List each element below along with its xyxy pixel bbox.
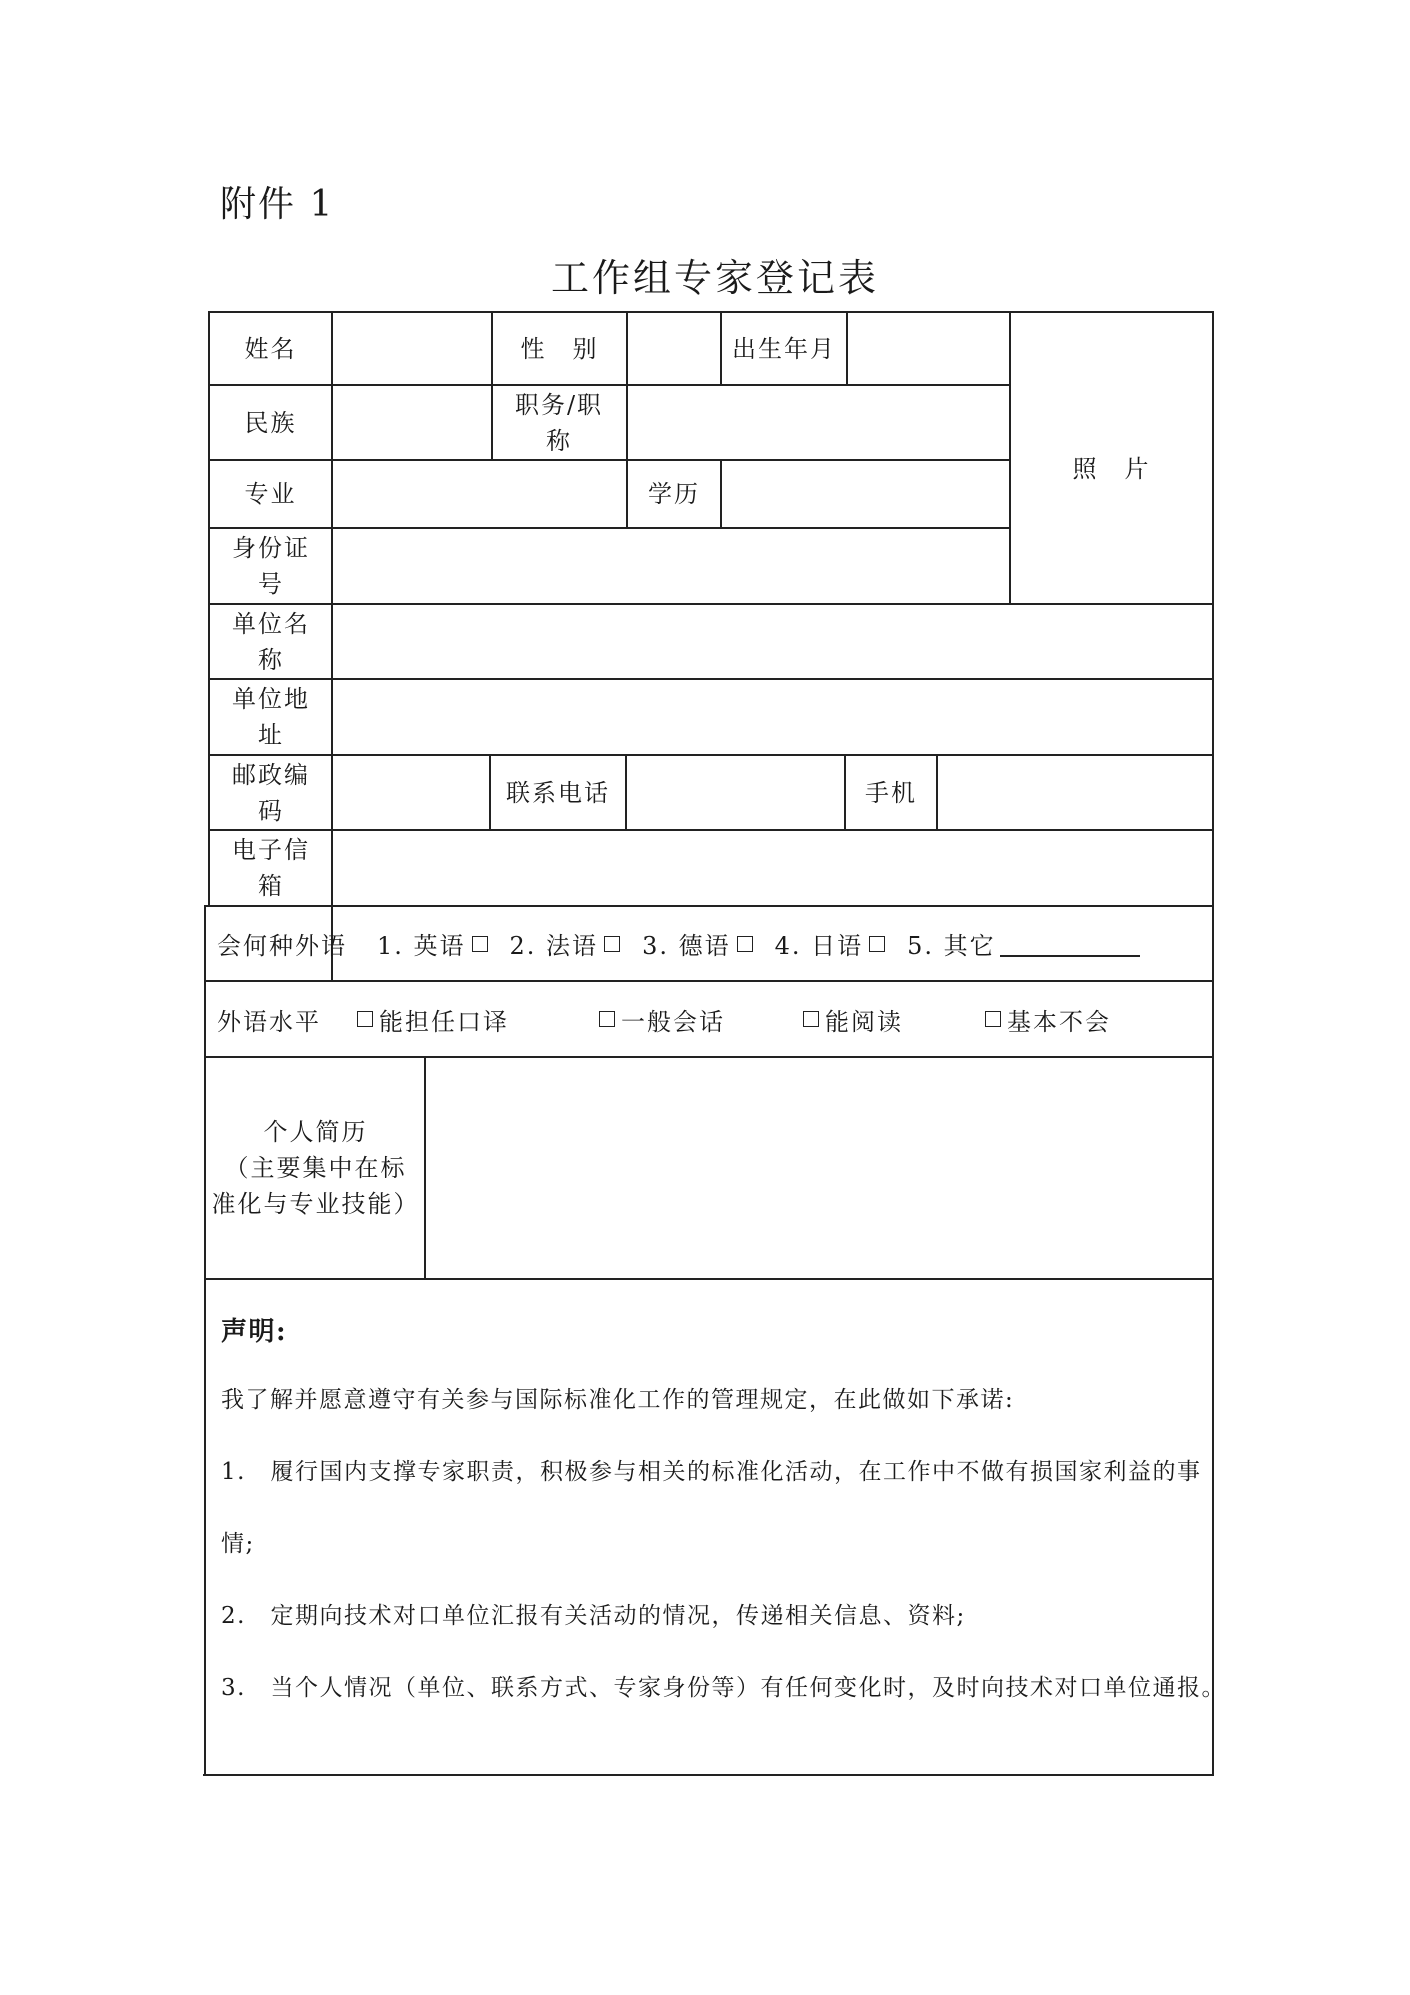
checkbox[interactable] (985, 1011, 1001, 1027)
phone-label: 联系电话 (506, 778, 610, 807)
other-language-blank[interactable] (1000, 931, 1140, 957)
level-option: 能阅读 (825, 1007, 903, 1036)
level-option: 能担任口译 (379, 1007, 509, 1036)
rule (1212, 311, 1214, 1776)
photo-box[interactable] (1011, 313, 1212, 603)
checkbox[interactable] (869, 936, 885, 952)
rule (205, 1278, 1214, 1280)
language-level-row (217, 982, 1111, 1056)
resume-label-line: 个人简历 (263, 1118, 368, 1146)
position-title-field[interactable] (628, 386, 1009, 459)
language-option: 3. 德语 (642, 932, 731, 960)
languages-row (217, 907, 1140, 980)
ethnicity-label: 民族 (244, 408, 297, 437)
employer-address-field[interactable] (333, 680, 1212, 754)
ethnicity-field[interactable] (333, 386, 491, 459)
phone-field[interactable] (627, 756, 844, 829)
gender-field[interactable] (628, 313, 720, 384)
birth-field[interactable] (848, 313, 1009, 384)
declaration-item-1: 1. 履行国内支撑专家职责，积极参与相关的标准化活动，在工作中不做有损国家利益的事 (221, 1459, 1202, 1485)
language-option: 2. 法语 (509, 932, 599, 960)
employer-field[interactable] (333, 605, 1212, 678)
id-number-field[interactable] (333, 529, 1009, 603)
checkbox[interactable] (803, 1011, 819, 1027)
resume-label (207, 1058, 424, 1278)
mobile-field[interactable] (938, 756, 1212, 829)
position-title-label: 职务/职称 (514, 390, 604, 455)
attachment-label: 附件 1 (220, 184, 335, 225)
employer-address-label: 单位地址 (232, 685, 310, 749)
declaration-intro: 我了解并愿意遵守有关参与国际标准化工作的管理规定，在此做如下承诺: (221, 1387, 1015, 1413)
rule (204, 905, 206, 1776)
expert-registration-form (203, 311, 1226, 1776)
mobile-label: 手机 (865, 778, 917, 807)
checkbox[interactable] (357, 1011, 373, 1027)
declaration-heading: 声明: (221, 1317, 288, 1347)
checkbox[interactable] (472, 936, 488, 952)
education-label: 学历 (648, 480, 700, 508)
employer-label: 单位名称 (232, 609, 310, 674)
id-number-label: 身份证号 (232, 534, 310, 598)
level-option: 基本不会 (1007, 1007, 1111, 1036)
resume-label-line: 准化与专业技能） (211, 1190, 420, 1218)
language-option: 4. 日语 (774, 932, 864, 960)
language-option: 1. 英语 (377, 932, 466, 960)
major-field[interactable] (333, 461, 626, 527)
postal-code-field[interactable] (333, 756, 489, 829)
checkbox[interactable] (604, 936, 620, 952)
name-field[interactable] (333, 313, 491, 384)
declaration-item-3: 3. 当个人情况（单位、联系方式、专家身份等）有任何变化时，及时向技术对口单位通报。 (221, 1675, 1226, 1701)
name-label: 姓名 (244, 334, 297, 363)
checkbox[interactable] (599, 1011, 615, 1027)
declaration-item-1-cont: 情; (221, 1531, 255, 1557)
birth-label: 出生年月 (732, 334, 836, 363)
level-option: 一般会话 (621, 1007, 725, 1036)
photo-label: 照 片 (1072, 455, 1151, 483)
email-label: 电子信箱 (232, 836, 310, 900)
gender-label: 性 别 (520, 334, 599, 363)
declaration-item-2: 2. 定期向技术对口单位汇报有关活动的情况，传递相关信息、资料; (221, 1603, 966, 1629)
resume-label-line: （主要集中在标 (224, 1154, 407, 1182)
major-label: 专业 (244, 480, 297, 508)
postal-code-label: 邮政编码 (232, 760, 310, 825)
resume-field[interactable] (426, 1058, 1212, 1278)
language-option: 5. 其它 (907, 932, 996, 960)
languages-label: 会何种外语 (217, 932, 347, 960)
email-field[interactable] (333, 831, 1212, 905)
education-field[interactable] (722, 461, 1009, 527)
language-level-label: 外语水平 (217, 1007, 321, 1036)
rule (203, 1774, 1214, 1776)
form-title: 工作组专家登记表 (550, 256, 879, 300)
checkbox[interactable] (737, 936, 753, 952)
